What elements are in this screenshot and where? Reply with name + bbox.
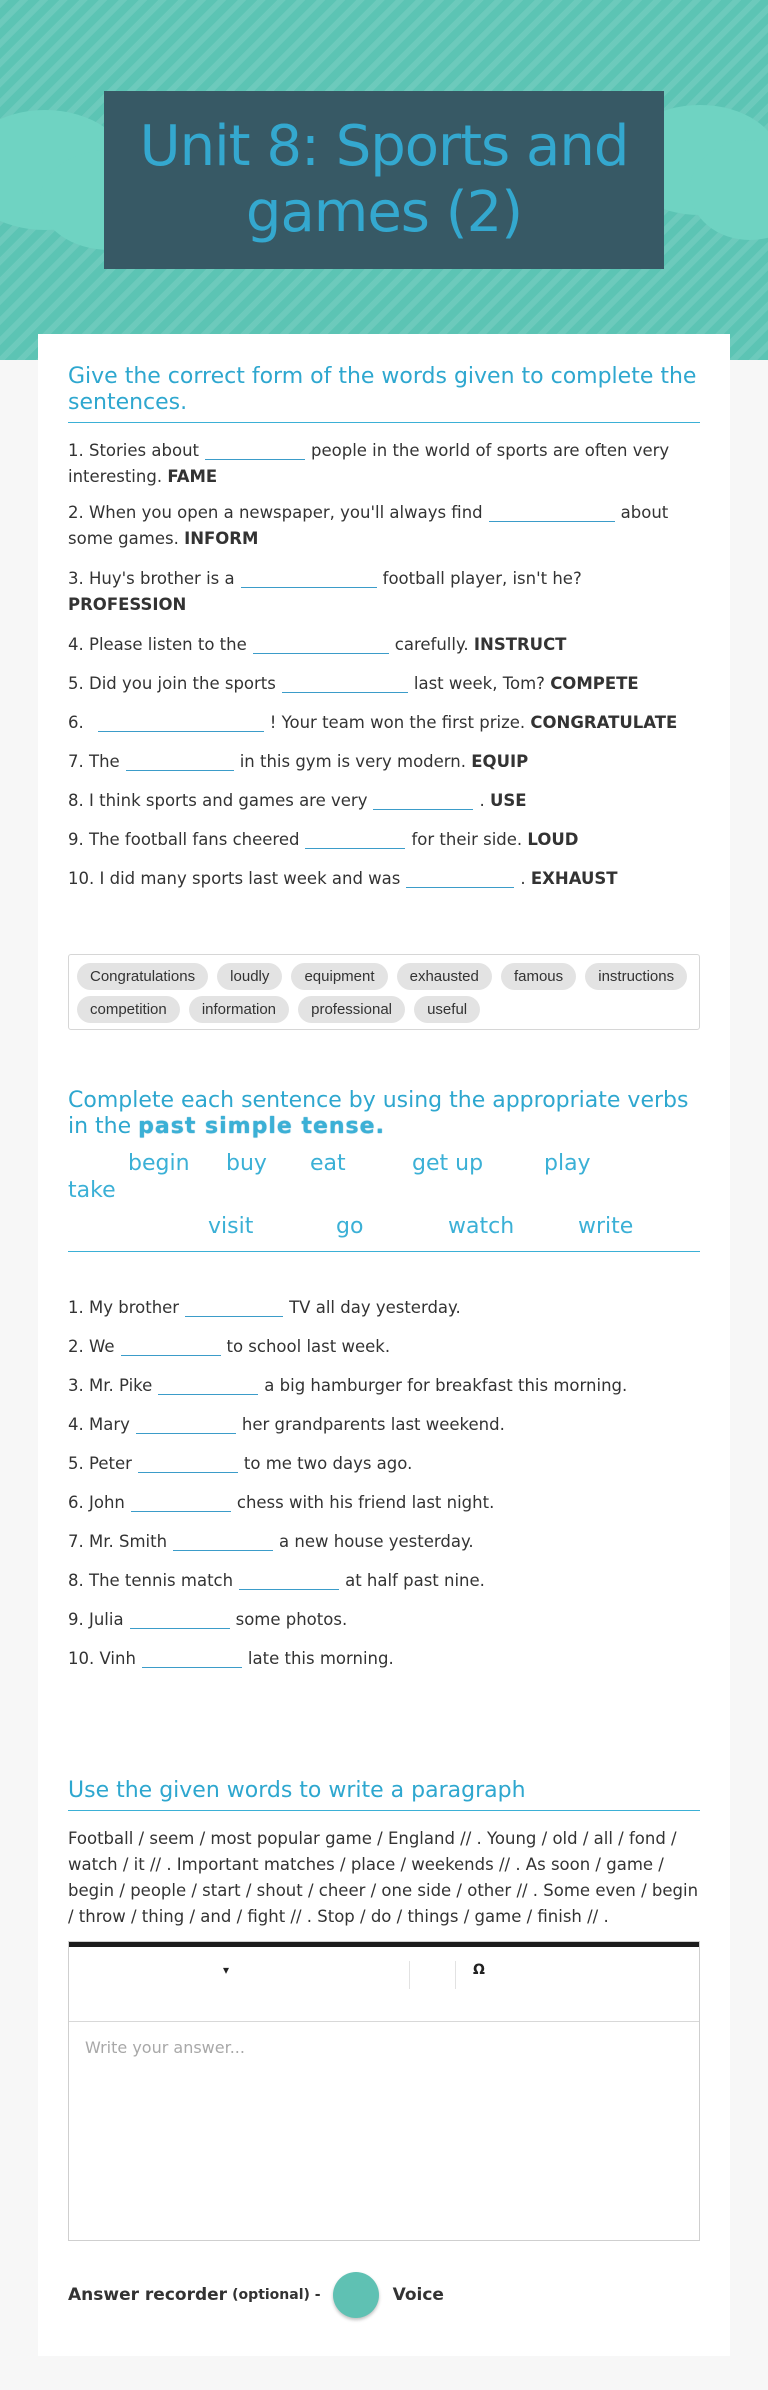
- verb-option: take: [68, 1178, 116, 1203]
- answer-blank[interactable]: [253, 634, 389, 654]
- s2-question: 8. The tennis match at half past nine.: [68, 1571, 485, 1590]
- page-title: Unit 8: Sports and games (2): [139, 114, 629, 245]
- verb-option: begin: [128, 1151, 190, 1176]
- answer-blank[interactable]: [98, 712, 264, 732]
- verb-option: get up: [412, 1151, 484, 1176]
- s2-question: 4. Mary her grandparents last weekend.: [68, 1415, 505, 1434]
- answer-blank[interactable]: [406, 868, 514, 888]
- section3-title: Use the given words to write a paragraph: [68, 1778, 700, 1811]
- word-chip[interactable]: useful: [414, 996, 480, 1023]
- record-button[interactable]: [333, 2272, 379, 2318]
- s2-question: 7. Mr. Smith a new house yesterday.: [68, 1532, 474, 1551]
- answer-blank[interactable]: [136, 1414, 236, 1434]
- section2-title: Complete each sentence by using the appropriate verbs in the past simple tense.: [68, 1088, 689, 1139]
- word-chip[interactable]: professional: [298, 996, 405, 1023]
- answer-recorder: [68, 2272, 444, 2318]
- recorder-label: Answer recorder: [68, 2285, 228, 2305]
- s2-question: 2. We to school last week.: [68, 1337, 391, 1356]
- section1-title: Give the correct form of the words given to complete the sentences.: [68, 364, 700, 423]
- verb-option: watch: [448, 1214, 515, 1239]
- answer-textarea[interactable]: Write your answer...: [85, 2038, 245, 2057]
- s1-question: 1. Stories about people in the world of sports are often very interesting. FAME: [68, 441, 670, 486]
- header-banner: [0, 0, 768, 360]
- answer-blank[interactable]: [282, 673, 408, 693]
- verb-option: buy: [226, 1151, 267, 1176]
- s2-question: 6. John chess with his friend last night.: [68, 1493, 495, 1512]
- word-chip[interactable]: exhausted: [397, 963, 492, 990]
- s2-question: 9. Julia some photos.: [68, 1610, 348, 1629]
- answer-blank[interactable]: [373, 790, 473, 810]
- answer-blank[interactable]: [239, 1570, 339, 1590]
- s2-question: 1. My brother TV all day yesterday.: [68, 1298, 461, 1317]
- toolbar-separator: [455, 1961, 456, 1989]
- tense-highlight: past simple tense.: [138, 1114, 385, 1139]
- verb-option: visit: [208, 1214, 254, 1239]
- answer-blank[interactable]: [489, 502, 615, 522]
- s1-question: 7. The in this gym is very modern. EQUIP: [68, 752, 529, 771]
- word-chip[interactable]: competition: [77, 996, 180, 1023]
- s2-question: 10. Vinh late this morning.: [68, 1649, 394, 1668]
- verb-option: eat: [310, 1151, 346, 1176]
- word-chip[interactable]: loudly: [217, 963, 282, 990]
- s2-question: 3. Mr. Pike a big hamburger for breakfast this morning.: [68, 1376, 628, 1395]
- omega-icon[interactable]: Ω: [473, 1962, 485, 1978]
- word-chip[interactable]: famous: [501, 963, 576, 990]
- answer-blank[interactable]: [205, 440, 305, 460]
- word-chip[interactable]: information: [189, 996, 289, 1023]
- s1-question: 4. Please listen to the carefully. INSTRUCT: [68, 635, 567, 654]
- s1-question: 8. I think sports and games are very . USE: [68, 791, 527, 810]
- word-chip[interactable]: instructions: [585, 963, 687, 990]
- s1-question: 10. I did many sports last week and was . EXHAUST: [68, 869, 618, 888]
- answer-blank[interactable]: [121, 1336, 221, 1356]
- answer-blank[interactable]: [131, 1492, 231, 1512]
- s1-question: 3. Huy's brother is a football player, isn't he? PROFESSION: [68, 569, 582, 614]
- section2-divider: [68, 1251, 700, 1252]
- s1-question: 2. When you open a newspaper, you'll always find about some games. INFORM: [68, 503, 669, 548]
- word-bank: [68, 954, 700, 1030]
- answer-editor: [68, 1941, 700, 2241]
- editor-toolbar: [69, 1942, 699, 2022]
- answer-blank[interactable]: [138, 1453, 238, 1473]
- verb-option: write: [578, 1214, 634, 1239]
- paragraph-prompt: Football / seem / most popular game / England // . Young / old / all / fond / watch / it // . Important matches / place / weekends // . As soon / game / begin / people / start / shout / cheer / one side / other // . Some even / begin / throw / thing / and / fight // . Stop / do / things / game / finish // .: [68, 1829, 699, 1926]
- verb-option: play: [544, 1151, 591, 1176]
- s1-question: 6. ! Your team won the first prize. CONGRATULATE: [68, 713, 678, 732]
- verb-option: go: [336, 1214, 364, 1239]
- answer-blank[interactable]: [185, 1297, 283, 1317]
- word-chip[interactable]: Congratulations: [77, 963, 208, 990]
- answer-blank[interactable]: [158, 1375, 258, 1395]
- answer-blank[interactable]: [173, 1531, 273, 1551]
- answer-blank[interactable]: [130, 1609, 230, 1629]
- answer-blank[interactable]: [241, 568, 377, 588]
- answer-blank[interactable]: [142, 1648, 242, 1668]
- recorder-optional: (optional) -: [232, 2287, 321, 2303]
- s1-question: 5. Did you join the sports last week, Tom? COMPETE: [68, 674, 639, 693]
- answer-blank[interactable]: [126, 751, 234, 771]
- answer-blank[interactable]: [305, 829, 405, 849]
- s2-question: 5. Peter to me two days ago.: [68, 1454, 413, 1473]
- toolbar-separator: [409, 1961, 410, 1989]
- worksheet-card: [38, 334, 730, 2356]
- word-chip[interactable]: equipment: [291, 963, 387, 990]
- s1-question: 9. The football fans cheered for their side. LOUD: [68, 830, 579, 849]
- title-box: [104, 91, 664, 269]
- voice-label: Voice: [392, 2285, 444, 2305]
- chevron-down-icon[interactable]: ▾: [223, 1963, 230, 1977]
